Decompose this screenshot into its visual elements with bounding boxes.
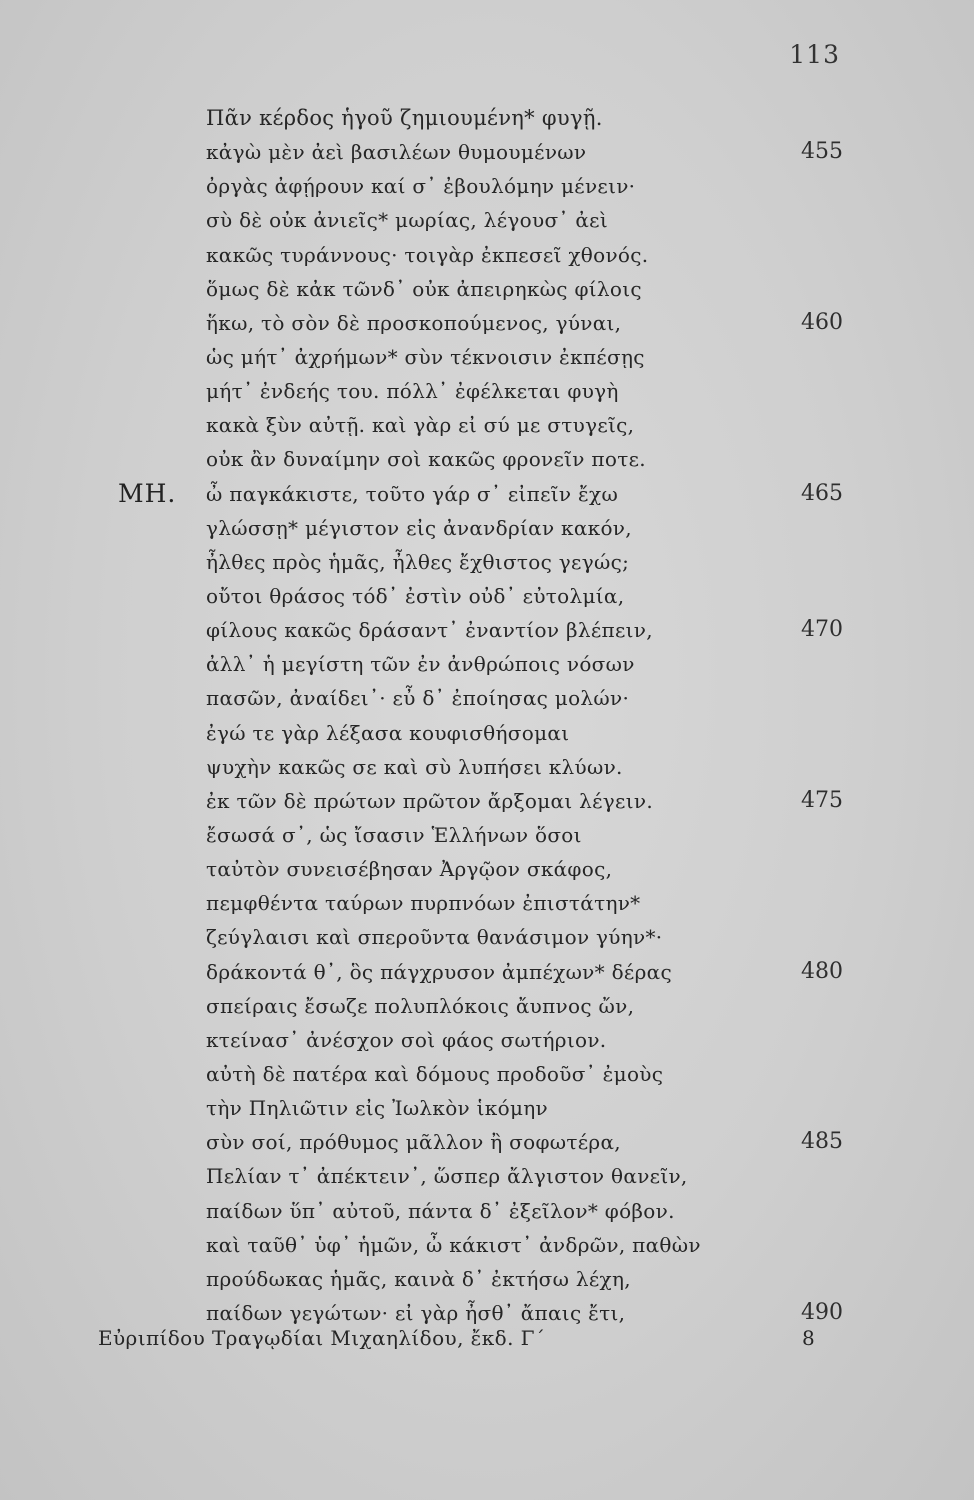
verse-line [0, 784, 974, 818]
verse-line [0, 989, 974, 1023]
verse-line [0, 1159, 974, 1193]
verse-text: οὔτοι θράσος τόδ᾽ ἐστὶν οὐδ᾽ εὐτολμία, [206, 583, 625, 608]
verse-text: ὀργὰς ἀφῄρουν καί σ᾽ ἐβουλόμην μένειν· [206, 174, 636, 199]
verse-text: προύδωκας ἡμᾶς, καινὰ δ᾽ ἐκτήσω λέχη, [206, 1266, 631, 1291]
verse-text: ψυχὴν κακῶς σε καὶ σὺ λυπήσει κλύων. [206, 754, 623, 779]
verse-line [0, 442, 974, 476]
verse-line [0, 1057, 974, 1091]
footer-title: Εὐριπίδου Τραγῳδίαι Μιχαηλίδου, ἔκδ. Γ΄ [98, 1326, 546, 1350]
verse-line [0, 750, 974, 784]
verse-text: γλώσσῃ* μέγιστον εἰς ἀνανδρίαν κακόν, [206, 515, 632, 540]
verse-line [0, 306, 974, 340]
verse-line [0, 1091, 974, 1125]
verse-line [0, 716, 974, 750]
line-number: 490 [801, 1299, 843, 1325]
verse-text: καὶ ταῦθ᾽ ὑφ᾽ ἡμῶν, ὦ κάκιστ᾽ ἀνδρῶν, παθὼν [206, 1232, 701, 1257]
verse-block [0, 101, 974, 1330]
verse-text: κακὰ ξὺν αὐτῇ. καὶ γὰρ εἰ σύ με στυγεῖς, [206, 413, 635, 438]
line-number: 475 [801, 787, 843, 813]
verse-text: αὐτὴ δὲ πατέρα καὶ δόμους προδοῦσ᾽ ἐμοὺς [206, 1061, 664, 1086]
verse-line [0, 169, 974, 203]
verse-text: Πᾶν κέρδος ἡγοῦ ζημιουμένη* φυγῇ. [206, 106, 603, 130]
verse-line [0, 920, 974, 954]
line-number: 455 [801, 139, 843, 165]
verse-line [0, 613, 974, 647]
verse-text: ἀλλ᾽ ἡ μεγίστη τῶν ἐν ἀνθρώποις νόσων [206, 652, 635, 677]
verse-line [0, 818, 974, 852]
verse-line [0, 955, 974, 989]
speaker-label: ΜΗ. [118, 478, 177, 508]
verse-line [0, 135, 974, 169]
page-footer [98, 1320, 818, 1356]
verse-text: σὺ δὲ οὐκ ἀνιεῖς* μωρίας, λέγουσ᾽ ἀεὶ [206, 208, 608, 233]
verse-line [0, 545, 974, 579]
verse-line [0, 374, 974, 408]
verse-text: πεμφθέντα ταύρων πυρπνόων ἐπιστάτην* [206, 891, 641, 916]
verse-line [0, 1194, 974, 1228]
verse-text: κτείνασ᾽ ἀνέσχον σοὶ φάος σωτήριον. [206, 1027, 607, 1052]
verse-text: Πελίαν τ᾽ ἀπέκτειν᾽, ὥσπερ ἄλγιστον θανεῖν, [206, 1164, 688, 1189]
verse-line [0, 1023, 974, 1057]
verse-text: τὴν Πηλιῶτιν εἰς Ἰωλκὸν ἱκόμην [206, 1096, 548, 1121]
verse-text: δράκοντά θ᾽, ὃς πάγχρυσον ἀμπέχων* δέρας [206, 959, 672, 984]
verse-text: ἔσωσά σ᾽, ὡς ἴσασιν Ἑλλήνων ὅσοι [206, 822, 582, 847]
verse-text: ἐγώ τε γὰρ λέξασα κουφισθήσομαι [206, 720, 570, 745]
verse-line [0, 1262, 974, 1296]
line-number: 480 [801, 958, 843, 984]
verse-text: φίλους κακῶς δράσαντ᾽ ἐναντίον βλέπειν, [206, 618, 653, 643]
verse-line [0, 1228, 974, 1262]
verse-text: παίδων γεγώτων· εἰ γὰρ ἦσθ᾽ ἄπαις ἔτι, [206, 1300, 626, 1325]
verse-line [0, 579, 974, 613]
verse-line [0, 477, 974, 511]
page-number: 113 [789, 40, 840, 69]
signature-mark: 8 [802, 1326, 815, 1350]
verse-line [0, 852, 974, 886]
verse-text: ὦ παγκάκιστε, τοῦτο γάρ σ᾽ εἰπεῖν ἔχω [206, 481, 619, 506]
line-number: 485 [801, 1129, 843, 1155]
verse-line [0, 408, 974, 442]
verse-text: ἦλθες πρὸς ἡμᾶς, ἦλθες ἔχθιστος γεγώς; [206, 549, 630, 574]
verse-line [0, 511, 974, 545]
verse-line [0, 203, 974, 237]
verse-line [0, 340, 974, 374]
verse-text: παίδων ὕπ᾽ αὐτοῦ, πάντα δ᾽ ἐξεῖλον* φόβον. [206, 1198, 675, 1223]
verse-text: πασῶν, ἀναίδει᾽· εὖ δ᾽ ἐποίησας μολών· [206, 686, 630, 711]
verse-text: ταὐτὸν συνεισέβησαν Ἀργῷον σκάφος, [206, 857, 613, 882]
line-number: 465 [801, 480, 843, 506]
verse-text: ὅμως δὲ κἀκ τῶνδ᾽ οὐκ ἀπειρηκὼς φίλοις [206, 276, 642, 301]
verse-text: κἀγὼ μὲν ἀεὶ βασιλέων θυμουμένων [206, 140, 587, 165]
verse-text: ὡς μήτ᾽ ἀχρήμων* σὺν τέκνοισιν ἐκπέσῃς [206, 344, 645, 369]
verse-text: ἐκ τῶν δὲ πρώτων πρῶτον ἄρξομαι λέγειν. [206, 788, 653, 813]
verse-line [0, 647, 974, 681]
verse-line [0, 1125, 974, 1159]
line-number: 470 [801, 617, 843, 643]
line-number: 460 [801, 309, 843, 335]
verse-line [0, 101, 974, 135]
verse-text: σὺν σοί, πρόθυμος μᾶλλον ἢ σοφωτέρα, [206, 1130, 621, 1155]
verse-line [0, 272, 974, 306]
verse-text: οὐκ ἂν δυναίμην σοὶ κακῶς φρονεῖν ποτε. [206, 447, 646, 472]
verse-text: ζεύγλαισι καὶ σπεροῦντα θανάσιμον γύην*· [206, 925, 663, 950]
verse-text: ἥκω, τὸ σὸν δὲ προσκοπούμενος, γύναι, [206, 310, 622, 335]
verse-line [0, 238, 974, 272]
verse-text: σπείραις ἔσωζε πολυπλόκοις ἄυπνος ὤν, [206, 993, 635, 1018]
verse-text: κακῶς τυράννους· τοιγὰρ ἐκπεσεῖ χθονός. [206, 242, 649, 267]
verse-line [0, 681, 974, 715]
verse-text: μήτ᾽ ἐνδεής του. πόλλ᾽ ἐφέλκεται φυγὴ [206, 379, 619, 404]
verse-line [0, 886, 974, 920]
